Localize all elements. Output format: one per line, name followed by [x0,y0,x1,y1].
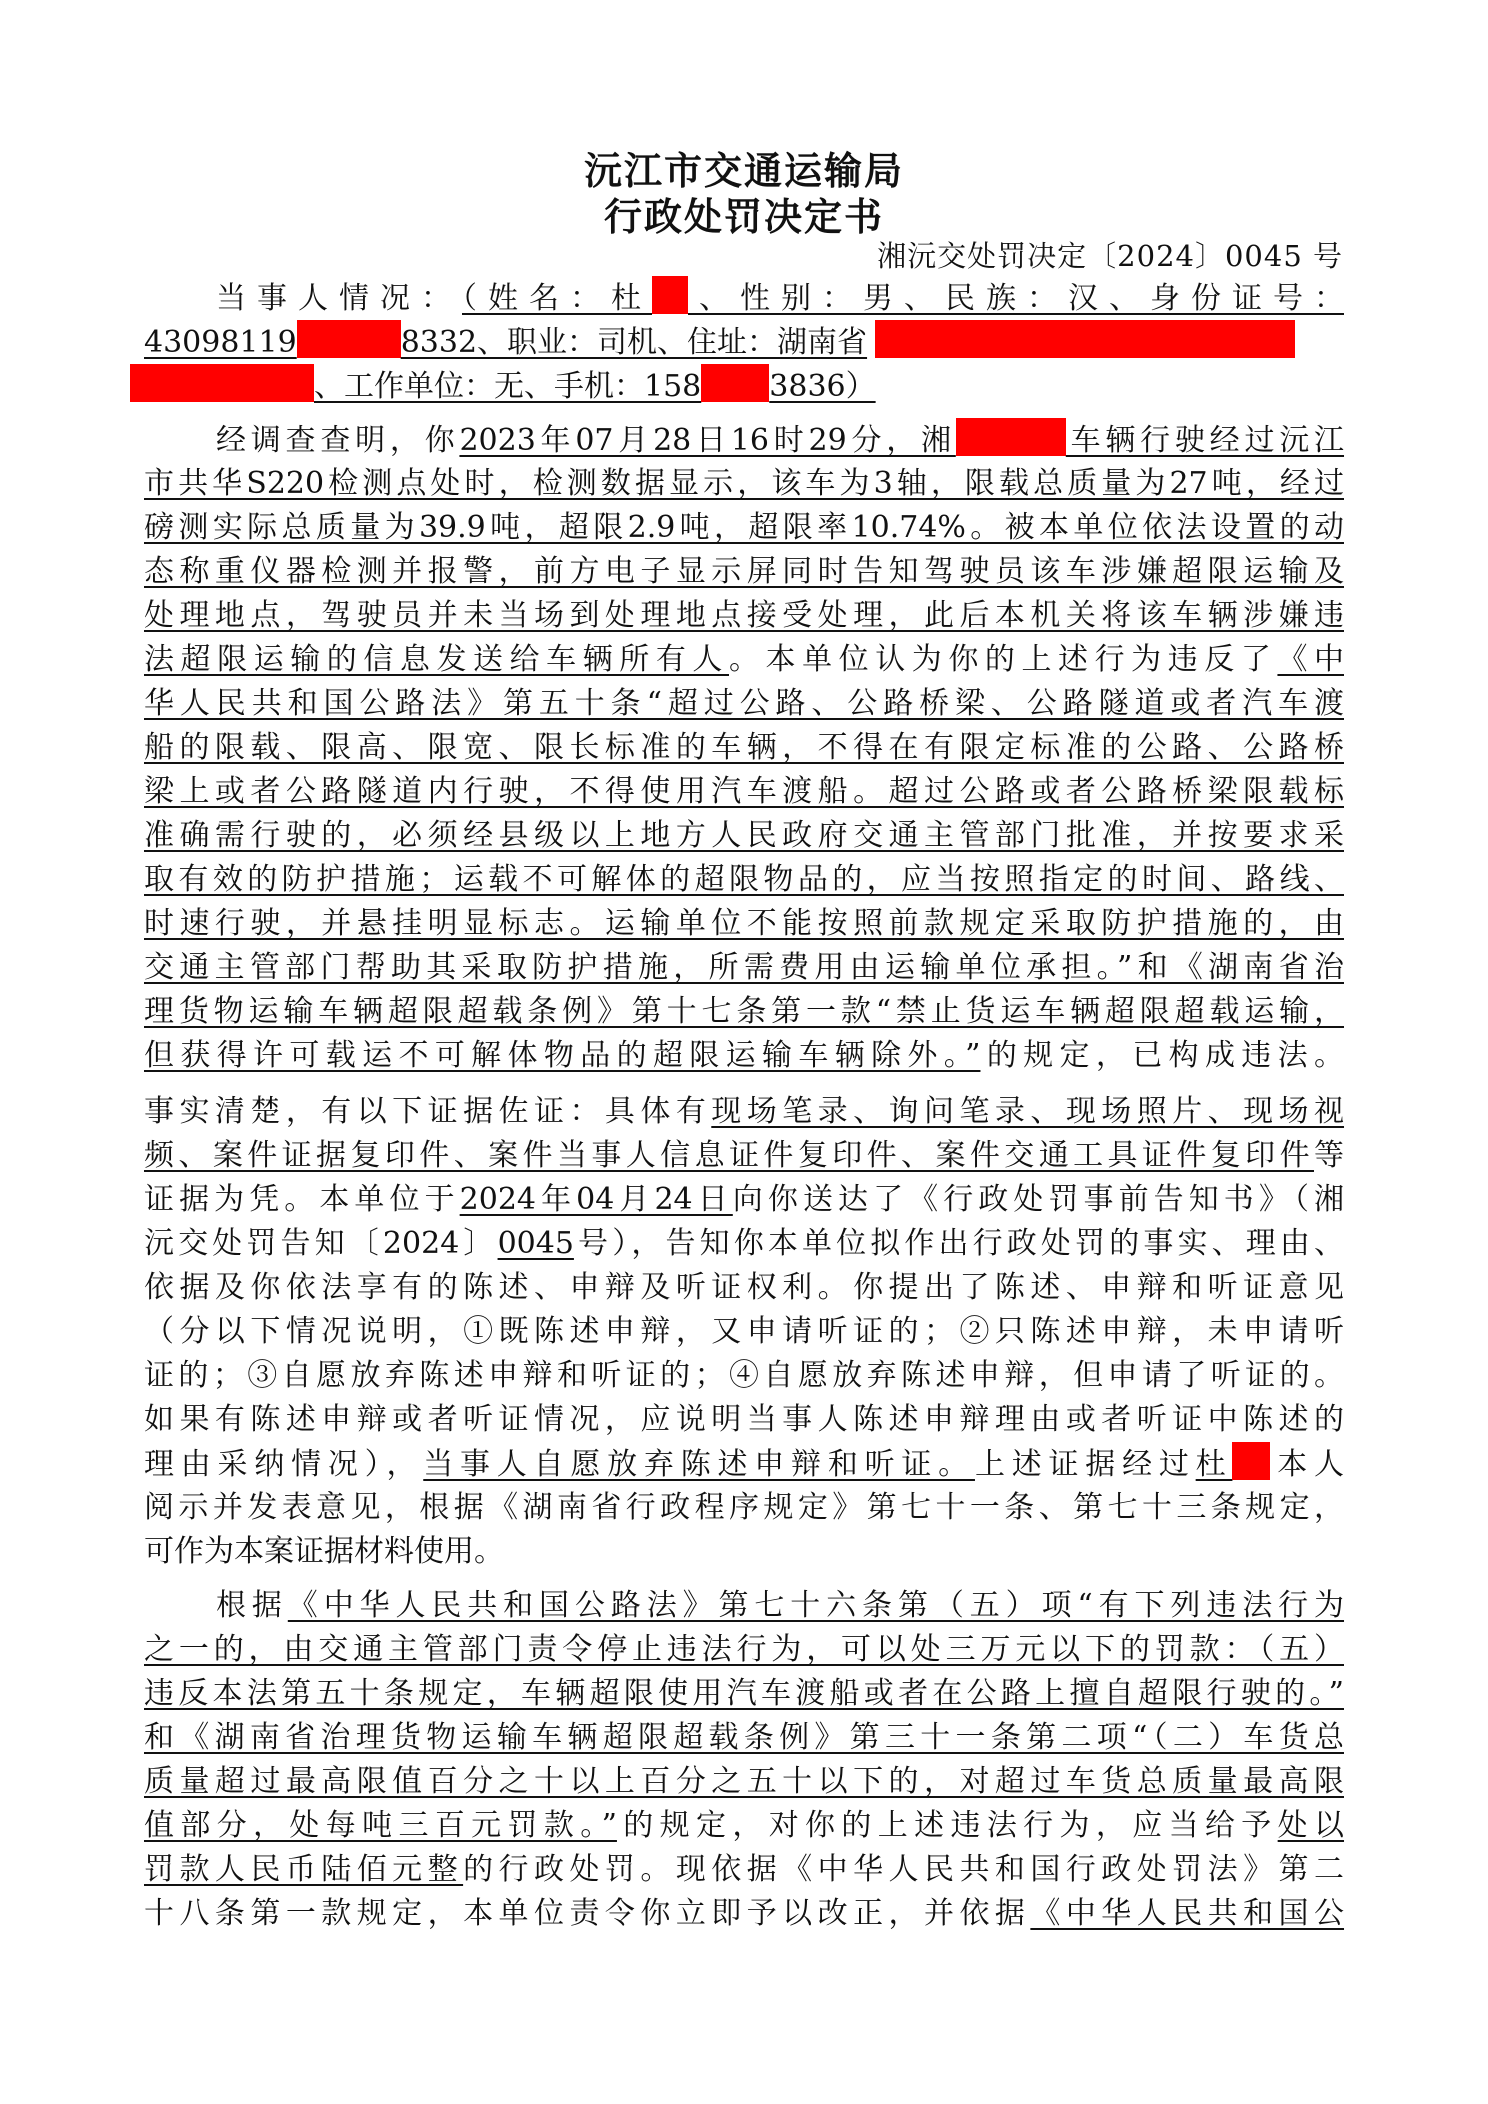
body-line: 违反本法第五十条规定，车辆超限使用汽车渡船或者在公路上擅自超限行驶的。” [144,1676,1344,1711]
body-line: 经调查查明，你2023年07月28日16时29分，湘 车辆行驶经过沅江 [144,418,1344,462]
body-line: 可作为本案证据材料使用。 [144,1534,504,1569]
body-line: 如果有陈述申辩或者听证情况，应说明当事人陈述申辩理由或者听证中陈述的 [144,1402,1344,1437]
party-info-line: 43098119 8332、职业：司机、住址：湖南省 [144,320,1344,364]
body-line: 证的；③自愿放弃陈述申辩和听证的；④自愿放弃陈述申辩，但申请了听证的。 [144,1358,1344,1393]
body-line: 频、案件证据复印件、案件当事人信息证件复印件、案件交通工具证件复印件等 [144,1138,1344,1173]
party-info-line: 当事人情况：（姓名：杜 、性别：男、民族：汉、身份证号： [144,276,1344,320]
body-line: 质量超过最高限值百分之十以上百分之五十以下的，对超过车货总质量最高限 [144,1764,1344,1799]
body-line: 依据及你依法享有的陈述、申辩及听证权利。你提出了陈述、申辩和听证意见 [144,1270,1344,1305]
redaction-box [1232,1442,1270,1480]
body-line: 事实清楚，有以下证据佐证：具体有现场笔录、询问笔录、现场照片、现场视 [144,1094,1345,1129]
body-line: 华人民共和国公路法》第五十条“超过公路、公路桥梁、公路隧道或者汽车渡 [144,686,1344,721]
redaction-box [130,364,314,402]
document-number: 湘沅交处罚决定〔2024〕0045 号 [877,239,1343,273]
body-line: 和《湖南省治理货物运输车辆超限超载条例》第三十一条第二项“（二）车货总 [144,1720,1344,1755]
body-line: 交通主管部门帮助其采取防护措施，所需费用由运输单位承担。”和《湖南省治 [144,950,1344,985]
redaction-box [701,364,769,402]
body-line: 时速行驶，并悬挂明显标志。运输单位不能按照前款规定采取防护措施的，由 [144,906,1344,941]
body-line: 值部分，处每吨三百元罚款。”的规定，对你的上述违法行为，应当给予处以 [144,1808,1345,1843]
redaction-box [875,320,1295,358]
body-line: 沅交处罚告知〔2024〕0045号），告知你本单位拟作出行政处罚的事实、理由、 [144,1226,1344,1261]
body-line: 但获得许可载运不可解体物品的超限运输车辆除外。”的规定，已构成违法。 [144,1038,1345,1073]
body-line: 梁上或者公路隧道内行驶，不得使用汽车渡船。超过公路或者公路桥梁限载标 [144,774,1344,809]
body-line: 法超限运输的信息发送给车辆所有人。本单位认为你的上述行为违反了《中 [144,642,1344,677]
body-line: 准确需行驶的，必须经县级以上地方人民政府交通主管部门批准，并按要求采 [144,818,1344,853]
body-line: 磅测实际总质量为39.9吨，超限2.9吨，超限率10.74%。被本单位依法设置的动 [144,510,1344,545]
body-line: 理货物运输车辆超限超载条例》第十七条第一款“禁止货运车辆超限超载运输， [144,994,1344,1029]
body-line: 处理地点，驾驶员并未当场到处理地点接受处理，此后本机关将该车辆涉嫌违 [144,598,1344,633]
body-line: 十八条第一款规定，本单位责令你立即予以改正，并依据《中华人民共和国公 [144,1896,1345,1931]
body-line: 根据《中华人民共和国公路法》第七十六条第（五）项“有下列违法行为 [216,1588,1345,1623]
document-title-agency: 沅江市交通运输局 [583,149,904,193]
body-line: 船的限载、限高、限宽、限长标准的车辆，不得在有限定标准的公路、公路桥 [144,730,1344,765]
party-info-line: 、工作单位：无、手机：158 3836） [130,364,1330,408]
redaction-box [956,418,1066,456]
body-line: 之一的，由交通主管部门责令停止违法行为，可以处三万元以下的罚款：（五） [144,1632,1344,1667]
body-line: 理由采纳情况），当事人自愿放弃陈述申辩和听证。上述证据经过杜 本人 [144,1442,1344,1486]
redaction-box [297,320,401,358]
body-line: 证据为凭。本单位于2024年04月24日向你送达了《行政处罚事前告知书》（湘 [144,1182,1345,1217]
body-line: （分以下情况说明，①既陈述申辩，又申请听证的；②只陈述申辩，未申请听 [144,1314,1344,1349]
body-line: 市共华S220检测点处时，检测数据显示，该车为3轴，限载总质量为27吨，经过 [144,466,1344,501]
body-line: 罚款人民币陆佰元整的行政处罚。现依据《中华人民共和国行政处罚法》第二 [144,1852,1345,1887]
body-line: 取有效的防护措施；运载不可解体的超限物品的，应当按照指定的时间、路线、 [144,862,1344,897]
redaction-box [652,276,688,314]
body-line: 阅示并发表意见，根据《湖南省行政程序规定》第七十一条、第七十三条规定， [144,1490,1344,1525]
body-line: 态称重仪器检测并报警，前方电子显示屏同时告知驾驶员该车涉嫌超限运输及 [144,554,1344,589]
document-title-type: 行政处罚决定书 [603,195,884,239]
